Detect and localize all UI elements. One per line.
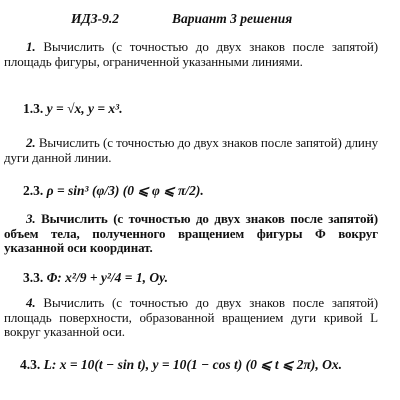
header-variant-title: Вариант 3 решения <box>172 11 293 26</box>
task-2-problem <box>23 183 204 199</box>
task-3-problem-formula: Φ: x²/9 + y²/4 = 1, Oy. <box>46 270 168 285</box>
task-2-number: 2. <box>26 135 36 150</box>
task-3-problem <box>23 270 168 286</box>
task-1-statement <box>4 40 378 69</box>
task-2-problem-id: 2.3. <box>23 183 44 198</box>
task-1-number: 1. <box>26 39 36 54</box>
task-4-statement <box>4 296 378 340</box>
task-4-text: Вычислить (с точностью до двух знаков после запятой) площадь поверхности, образованной вращением дуги кривой L вокруг указанной оси. <box>4 295 378 339</box>
task-2-statement <box>4 136 378 165</box>
task-4-problem <box>20 357 342 373</box>
header-assignment-code: ИДЗ-9.2 <box>71 11 119 26</box>
task-2-problem-formula: ρ = sin³ (φ/3) (0 ⩽ φ ⩽ π/2). <box>46 183 204 198</box>
task-4-problem-id: 4.3. <box>20 357 41 372</box>
task-3-statement <box>4 212 378 256</box>
page-header <box>0 11 400 31</box>
task-1-problem <box>23 101 123 117</box>
task-4-number: 4. <box>26 295 36 310</box>
task-1-text: Вычислить (с точностью до двух знаков после запятой) площадь фигуры, ограниченной указанными линиями. <box>4 39 378 69</box>
task-3-problem-id: 3.3. <box>23 270 44 285</box>
task-1-problem-formula: y = √x, y = x³. <box>46 101 123 116</box>
task-4-problem-formula: L: x = 10(t − sin t), y = 10(1 − cos t) (0 ⩽ t ⩽ 2π), Ox. <box>43 357 342 372</box>
task-1-problem-id: 1.3. <box>23 101 44 116</box>
task-3-text: Вычислить (с точностью до двух знаков после запятой) объем тела, полученного вращением фигуры Φ вокруг указанной оси координат. <box>4 211 378 255</box>
task-2-text: Вычислить (с точностью до двух знаков после запятой) длину дуги данной линии. <box>4 135 378 165</box>
task-3-number: 3. <box>26 211 36 226</box>
